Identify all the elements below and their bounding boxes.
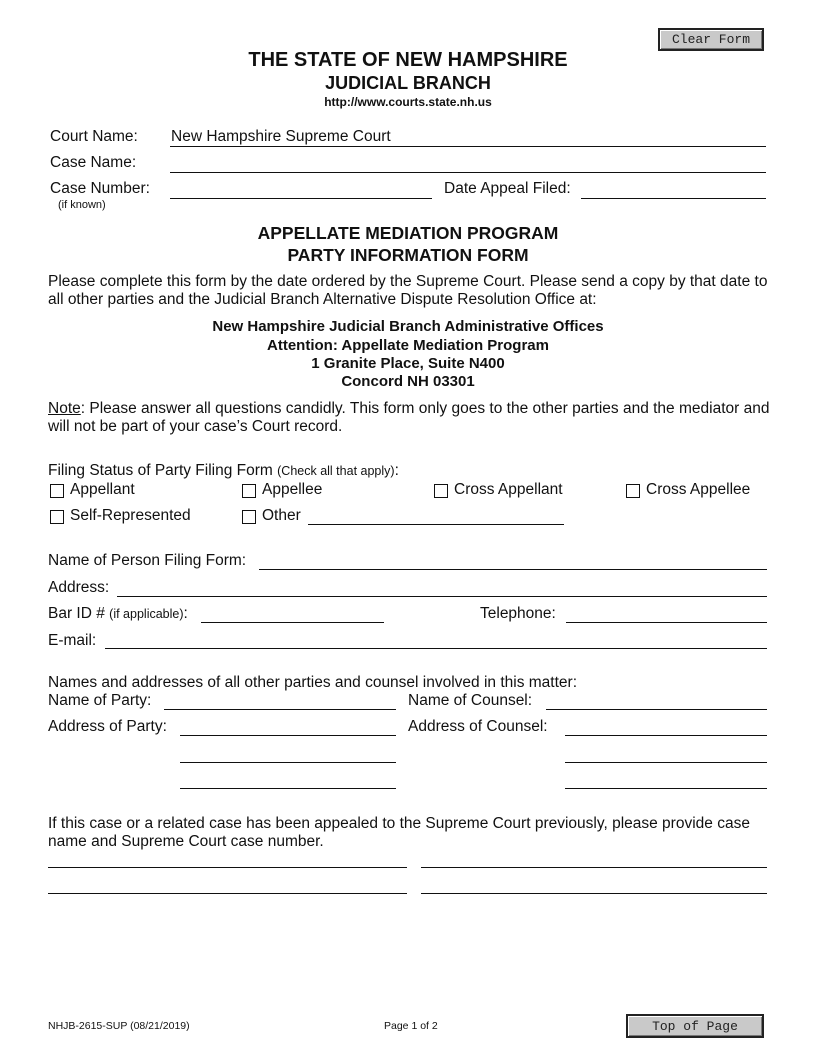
counsel-address-field-2[interactable] <box>565 762 767 763</box>
appellee-label: Appellee <box>262 481 323 498</box>
other-field[interactable] <box>308 524 564 525</box>
address-line4: Concord NH 03301 <box>341 373 475 390</box>
address-line1: New Hampshire Judicial Branch Administrative Offices <box>212 318 604 335</box>
cross-appellant-label: Cross Appellant <box>454 481 563 498</box>
other-parties-intro: Names and addresses of all other parties and counsel involved in this matter: <box>48 674 578 691</box>
counsel-address-field-3[interactable] <box>565 788 767 789</box>
telephone-label: Telephone: <box>480 605 556 622</box>
cross-appellee-checkbox[interactable] <box>626 484 640 498</box>
email-label: E-mail: <box>48 632 97 649</box>
bar-id-text: Bar ID # <box>48 605 105 622</box>
filer-address-label: Address: <box>48 579 110 596</box>
note-label: Note <box>48 400 81 417</box>
related-case-paragraph: If this case or a related case has been appealed to the Supreme Court previously, please provide case name and Supreme Court case number. <box>48 815 750 850</box>
telephone-field[interactable] <box>566 622 767 623</box>
date-appeal-filed-label: Date Appeal Filed: <box>444 180 571 197</box>
case-number-label: Case Number: <box>50 180 150 197</box>
filing-status-text: Filing Status of Party Filing Form <box>48 462 273 479</box>
page-number: Page 1 of 2 <box>384 1020 438 1032</box>
party-address-label: Address of Party: <box>48 718 167 735</box>
appellee-checkbox[interactable] <box>242 484 256 498</box>
court-name-value[interactable]: New Hampshire Supreme Court <box>171 128 391 145</box>
related-case-field-1[interactable] <box>48 867 407 868</box>
case-number-field[interactable] <box>170 198 432 199</box>
party-address-field-3[interactable] <box>180 788 396 789</box>
address-line2: Attention: Appellate Mediation Program <box>267 337 549 354</box>
note-text: : Please answer all questions candidly. This form only goes to the other parties and the mediator and will not be part of your case’s Court record. <box>48 400 770 435</box>
address-line3: 1 Granite Place, Suite N400 <box>311 355 505 372</box>
counsel-address-label: Address of Counsel: <box>408 718 548 735</box>
party-name-field[interactable] <box>164 709 396 710</box>
appellant-checkbox[interactable] <box>50 484 64 498</box>
related-case-field-4[interactable] <box>421 893 767 894</box>
party-address-field-2[interactable] <box>180 762 396 763</box>
self-represented-label: Self-Represented <box>70 507 191 524</box>
date-appeal-filed-field[interactable] <box>581 198 766 199</box>
court-name-field[interactable] <box>170 146 766 147</box>
note-paragraph <box>48 400 778 436</box>
counsel-address-field-1[interactable] <box>565 735 767 736</box>
cross-appellee-label: Cross Appellee <box>646 481 751 498</box>
bar-id-hint: (if applicable) <box>109 607 184 621</box>
filer-name-label: Name of Person Filing Form: <box>48 552 247 569</box>
self-represented-checkbox[interactable] <box>50 510 64 524</box>
bar-id-field[interactable] <box>201 622 384 623</box>
case-name-label: Case Name: <box>50 154 137 171</box>
state-heading: THE STATE OF NEW HAMPSHIRE <box>248 49 568 71</box>
top-of-page-button[interactable]: Top of Page <box>626 1014 764 1038</box>
clear-form-button[interactable]: Clear Form <box>658 28 764 51</box>
form-title-line2: PARTY INFORMATION FORM <box>287 245 529 265</box>
bar-id-colon: : <box>183 605 188 622</box>
if-known-hint: (if known) <box>58 199 106 211</box>
party-name-label: Name of Party: <box>48 692 152 709</box>
court-name-label: Court Name: <box>50 128 138 145</box>
filing-status-label <box>48 462 399 480</box>
counsel-name-label: Name of Counsel: <box>408 692 533 709</box>
form-id: NHJB-2615-SUP (08/21/2019) <box>48 1020 190 1032</box>
filer-address-field[interactable] <box>117 596 767 597</box>
filing-status-colon: : <box>394 462 399 479</box>
form-title-line1: APPELLATE MEDIATION PROGRAM <box>257 223 559 243</box>
branch-heading: JUDICIAL BRANCH <box>325 73 491 93</box>
related-case-field-2[interactable] <box>421 867 767 868</box>
case-name-field[interactable] <box>170 172 766 173</box>
filing-status-hint: (Check all that apply) <box>277 464 395 478</box>
counsel-name-field[interactable] <box>546 709 767 710</box>
filer-name-field[interactable] <box>259 569 767 570</box>
other-label: Other <box>262 507 301 524</box>
email-field[interactable] <box>105 648 767 649</box>
intro-paragraph: Please complete this form by the date ordered by the Supreme Court. Please send a copy by that date to all other parties and the Judicial Branch Alternative Dispute Resolution Office at: <box>48 273 768 308</box>
appellant-label: Appellant <box>70 481 135 498</box>
cross-appellant-checkbox[interactable] <box>434 484 448 498</box>
bar-id-label <box>48 605 188 623</box>
related-case-field-3[interactable] <box>48 893 407 894</box>
party-address-field-1[interactable] <box>180 735 396 736</box>
other-checkbox[interactable] <box>242 510 256 524</box>
court-url: http://www.courts.state.nh.us <box>324 95 492 109</box>
